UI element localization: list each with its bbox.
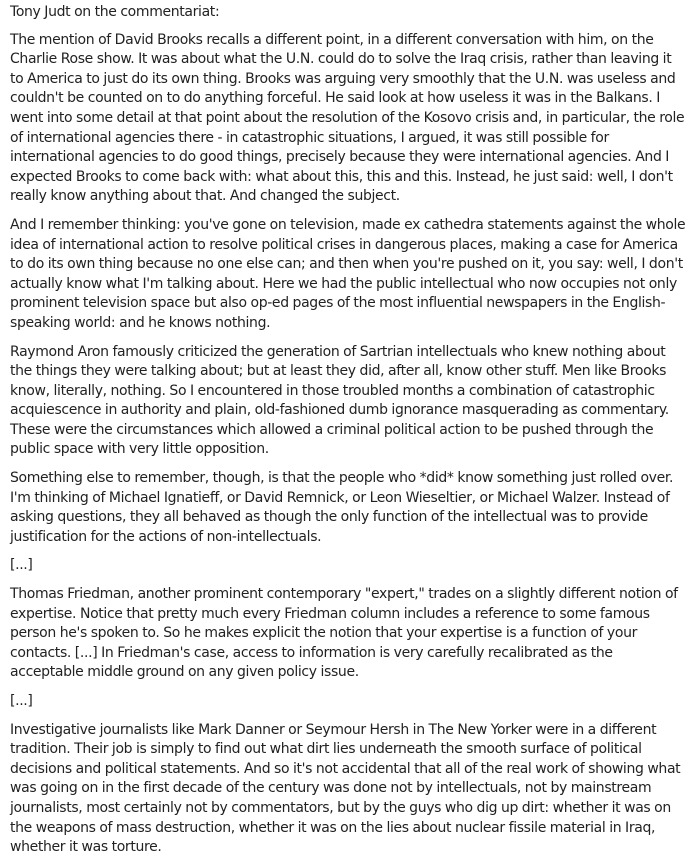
paragraph-investigative-journalists: Investigative journalists like Mark Danner or Seymour Hersh in The New Yorker were in a different tradition. Their job is simply to find out what dirt lies underneath the smooth surface of political decisions and political statements. And so it's not accidental that all of the real work of showing what was going on in the first decade of the century was done not by intellectuals, not by mainstream journalists, most certainly not by commentators, but by the guys who dig up dirt: whether it was on the weapons of mass destruction, whether it was on the lies about nuclear fissile material in Iraq, whether it was torture. [10, 721, 681, 856]
paragraph-ex-cathedra: And I remember thinking: you've gone on television, made ex cathedra statements against the whole idea of international action to resolve political crises in dangerous places, making a case for America to do its own thing because no one else can; and then when you're pushed on it, you say: well, I don't actually know what I'm talking about. Here we had the public intellectual who now occupies not only prominent television space but also op-ed pages of the most influential newspapers in the English-speaking world: and he knows nothing. [10, 216, 686, 331]
paragraph-friedman: Thomas Friedman, another prominent contemporary "expert," trades on a slightly different notion of expertise. Notice that pretty much every Friedman column includes a reference to some famous person he's spoken to. So he makes explicit the notion that your expertise is a function of your contacts. [...] In Friedman's case, access to information is very carefully recalibrated as the acceptable middle ground on any given policy issue. [10, 586, 678, 681]
document-title: Tony Judt on the commentariat: [10, 4, 220, 20]
ellipsis-break: [...] [10, 693, 33, 709]
paragraph-raymond-aron: Raymond Aron famously criticized the generation of Sartrian intellectuals who knew nothing about the things they were talking about; but at least they did, after all, know other stuff. Men like Brooks know, literally, nothing. So I encountered in those troubled months a combination of catastrophic acquiescence in authority and plain, old-fashioned dumb ignorance masquerading as commentary. These were the circumstances which allowed a criminal political action to be pushed through the public space with very little opposition. [10, 343, 669, 458]
paragraph-rolled-over: Something else to remember, though, is that the people who *did* know something just rolled over. I'm thinking of Michael Ignatieff, or David Remnick, or Leon Wieseltier, or Michael Walzer. Instead of asking questions, they all behaved as though the only function of the intellectual was to provide justification for the actions of non-intellectuals. [10, 470, 674, 545]
paragraph-brooks-charlie-rose: The mention of David Brooks recalls a different point, in a different conversation with him, on the Charlie Rose show. It was about what the U.N. could do to solve the Iraq crisis, rather than leaving it to America to just do its own thing. Brooks was arguing very smoothly that the U.N. was useless and couldn't be counted on to do anything forceful. He said look at how useless it was in the Balkans. I went into some detail at that point about the resolution of the Kosovo crisis and, in particular, the role of international agencies there - in catastrophic situations, I argued, it was still possible for international agencies to do good things, precisely because they were international agencies. And I expected Brooks to come back with: what about this, this and this. Instead, he just said: well, I don't really know anything about that. And changed the subject. [10, 31, 685, 205]
ellipsis-break: [...] [10, 557, 33, 574]
